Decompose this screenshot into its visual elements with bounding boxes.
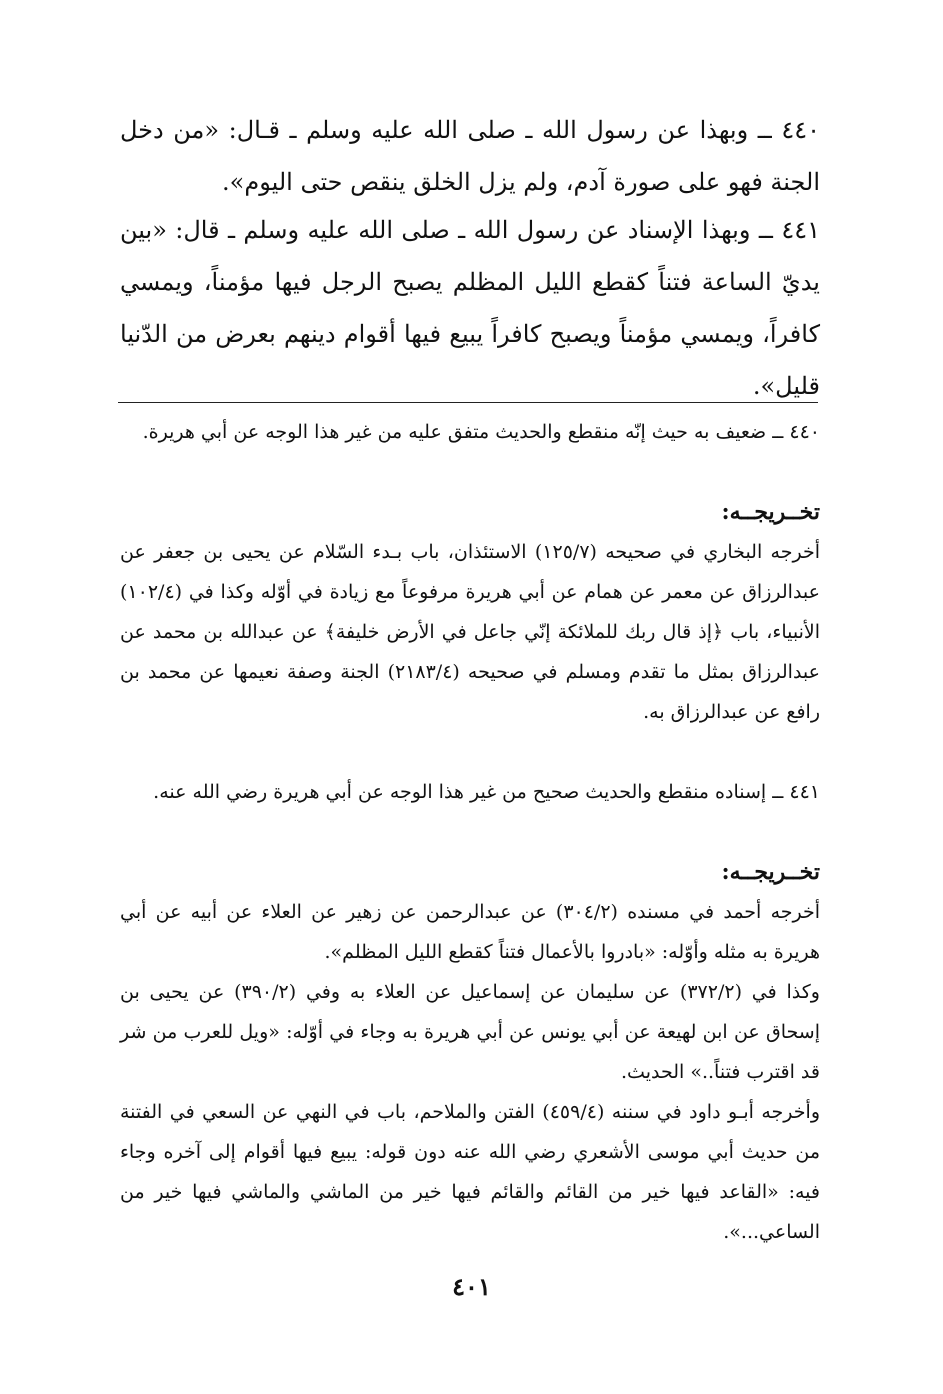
note-440-heading: تخــريجــه:	[721, 499, 820, 525]
note-441-heading-wrap	[120, 852, 820, 893]
hadith-441: ٤٤١ ــ وبهذا الإسناد عن رسول الله ـ صلى الله عليه وسلم ـ قال: «بين يديّ الساعة فتناً كقطع الليل المظلم يصبح الرجل فيها مؤمناً، ويمسي كافراً، ويمسي مؤمناً ويصبح كافراً يبيع فيها أقوام دينهم بعرض من الدّنيا قليل».	[120, 216, 820, 400]
hadith-440: ٤٤٠ ــ وبهذا عن رسول الله ـ صلى الله عليه وسلم ـ قـال: «من دخل الجنة فهو على صورة آدم، ولم يزل الخلق ينقص حتى اليوم».	[120, 116, 820, 196]
note-441-body-3: وأخرجه أبـو داود في سننه (٤٥٩/٤) الفتن والملاحم، باب في النهي عن السعي في الفتنة من حديث أبي موسى الأشعري رضي الله عنه دون قوله: يبيع فيها أقوام إلى آخره وجاء فيه: «القاعد فيها خير من القائم والقائم فيها خير من الماشي والماشي فيها خير من الساعي...».	[120, 1101, 820, 1243]
note-440-intro: ٤٤٠ ــ ضعيف به حيث إنّه منقطع والحديث متفق عليه من غير هذا الوجه عن أبي هريرة.	[142, 421, 820, 443]
note-440-body: أخرجه البخاري في صحيحه (١٢٥/٧) الاستئذان، باب بـدء السّلام عن يحيى بن جعفر عن عبدالرزاق عن معمر عن همام عن أبي هريرة مرفوعاً مع زيادة في أوّله وكذا في (١٠٢/٤) الأنبياء، باب ﴿إذ قال ربك للملائكة إنّي جاعل في الأرض خليفة﴾ عن عبدالله بن محمد عن عبدالرزاق بمثل ما تقدم ومسلم في صحيحه (٢١٨٣/٤) الجنة وصفة نعيمها عن محمد بن رافع عن عبدالرزاق به.	[120, 541, 820, 723]
note-441-heading: تخــريجــه:	[721, 859, 820, 885]
note-440-heading-wrap	[120, 492, 820, 533]
footnote-separator	[118, 402, 818, 403]
note-441-body-2: وكذا في (٣٧٢/٢) عن سليمان عن إسماعيل عن العلاء به وفي (٣٩٠/٢) عن يحيى بن إسحاق عن ابن لهيعة عن أبي يونس عن أبي هريرة به وجاء في أوّله: «ويل للعرب من شر قد اقترب فتناً..» الحديث.	[120, 981, 820, 1083]
note-441-intro: ٤٤١ ــ إسناده منقطع والحديث صحيح من غير هذا الوجه عن أبي هريرة رضي الله عنه.	[153, 781, 820, 803]
page-number: ٤٠١	[452, 1272, 491, 1301]
note-441-body-1: أخرجه أحمد في مسنده (٣٠٤/٢) عن عبدالرحمن عن زهير عن العلاء عن أبيه عن أبي هريرة به مثله وأوّله: «بادروا بالأعمال فتناً كقطع الليل المظلم».	[120, 901, 821, 963]
